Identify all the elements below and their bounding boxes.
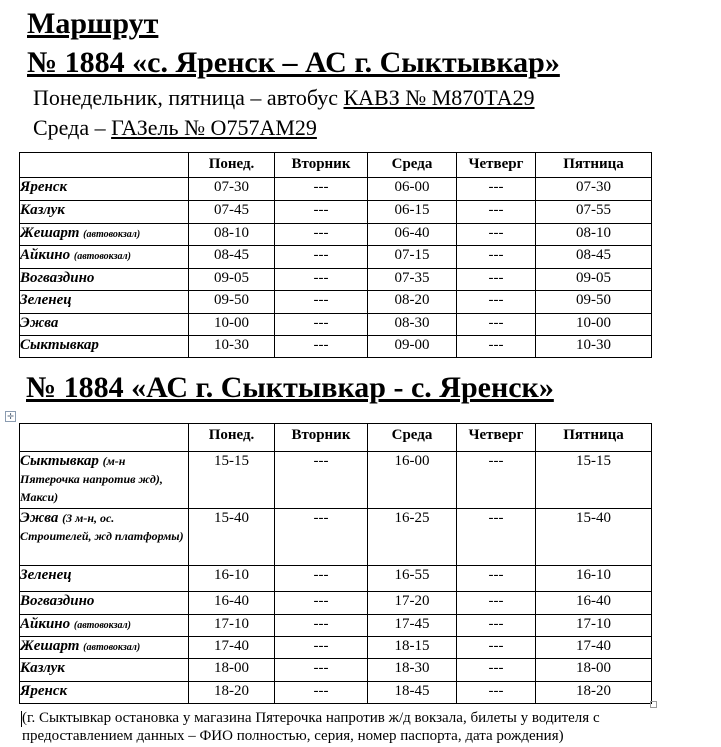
stop-name: Казлук: [20, 660, 65, 676]
stop-name: Вогваздино: [20, 593, 95, 609]
time-cell: ---: [275, 336, 368, 358]
time-cell: ---: [457, 201, 536, 224]
time-cell: 16-10: [189, 566, 275, 592]
stop-name-cell: [20, 566, 189, 592]
time-cell: 17-10: [189, 615, 275, 637]
time-cell: 09-50: [189, 291, 275, 314]
time-cell: 07-30: [189, 178, 275, 201]
stop-name: Жешарт: [20, 225, 80, 241]
table-row: [20, 659, 652, 682]
table-header-row: [20, 153, 652, 178]
table-row: [20, 291, 652, 314]
time-cell: 18-20: [189, 682, 275, 704]
header-stop-cell: [20, 153, 189, 178]
stop-name-cell: [20, 336, 189, 358]
time-cell: ---: [275, 269, 368, 291]
time-cell: 15-15: [189, 452, 275, 509]
time-cell: 15-40: [536, 509, 652, 566]
time-cell: 09-50: [536, 291, 652, 314]
time-cell: 08-10: [536, 224, 652, 246]
vehicle-line-mon-fri: [33, 85, 535, 111]
time-cell: ---: [457, 637, 536, 659]
vehicle-days: Понедельник, пятница – автобус: [33, 85, 344, 110]
time-cell: 06-15: [368, 201, 457, 224]
time-cell: 18-00: [536, 659, 652, 682]
footer-note: (г. Сыктывкар остановка у магазина Пятерочка напротив ж/д вокзала, билеты у водителя с предоставлением данных – ФИО полностью, серия, номер паспорта, дата рождения): [22, 710, 600, 744]
stop-note: (автовокзал): [73, 620, 131, 631]
stop-name-cell: [20, 615, 189, 637]
time-cell: ---: [457, 659, 536, 682]
stop-name-cell: [20, 592, 189, 615]
time-cell: ---: [457, 452, 536, 509]
schedule-table-forward: [19, 152, 652, 358]
time-cell: 16-10: [536, 566, 652, 592]
vehicle-name: КАВЗ № М870ТА29: [343, 85, 535, 110]
vehicle-line-wed: [33, 115, 317, 141]
table-row: [20, 178, 652, 201]
time-cell: 09-05: [189, 269, 275, 291]
time-cell: ---: [457, 615, 536, 637]
time-cell: 18-00: [189, 659, 275, 682]
header-day-cell: Четверг: [457, 424, 536, 452]
stop-name-cell: [20, 452, 189, 509]
route-heading-forward: № 1884 «с. Яренск – АС г. Сыктывкар»: [27, 46, 560, 79]
time-cell: ---: [275, 659, 368, 682]
stop-name: Зеленец: [20, 292, 72, 308]
header-day-cell: Пятница: [536, 424, 652, 452]
stop-name-cell: [20, 659, 189, 682]
time-cell: 18-20: [536, 682, 652, 704]
time-cell: ---: [275, 615, 368, 637]
time-cell: 15-40: [189, 509, 275, 566]
stop-name: Эжва: [20, 315, 59, 331]
time-cell: ---: [457, 336, 536, 358]
table-row: [20, 615, 652, 637]
stop-name: Сыктывкар: [20, 337, 99, 353]
table-row: [20, 682, 652, 704]
time-cell: ---: [275, 291, 368, 314]
time-cell: 08-30: [368, 314, 457, 336]
table-row: [20, 452, 652, 509]
time-cell: 16-00: [368, 452, 457, 509]
header-day-cell: Вторник: [275, 153, 368, 178]
table-resize-handle[interactable]: [650, 701, 657, 708]
table-row: [20, 509, 652, 566]
time-cell: 09-00: [368, 336, 457, 358]
time-cell: 16-25: [368, 509, 457, 566]
time-cell: 16-55: [368, 566, 457, 592]
stop-name-cell: [20, 246, 189, 269]
time-cell: ---: [275, 224, 368, 246]
stop-name: Айкино: [20, 247, 71, 263]
time-cell: 18-45: [368, 682, 457, 704]
time-cell: ---: [457, 224, 536, 246]
stop-name-cell: [20, 314, 189, 336]
stop-name: Зеленец: [20, 567, 72, 583]
time-cell: ---: [457, 509, 536, 566]
time-cell: ---: [275, 566, 368, 592]
stop-name-cell: [20, 201, 189, 224]
time-cell: 06-00: [368, 178, 457, 201]
table-row: [20, 269, 652, 291]
time-cell: 10-00: [189, 314, 275, 336]
time-cell: ---: [275, 509, 368, 566]
stop-note: (автовокзал): [83, 642, 141, 653]
time-cell: 16-40: [189, 592, 275, 615]
time-cell: 08-20: [368, 291, 457, 314]
time-cell: ---: [275, 201, 368, 224]
time-cell: 08-10: [189, 224, 275, 246]
time-cell: 09-05: [536, 269, 652, 291]
time-cell: 17-40: [189, 637, 275, 659]
stop-name: Эжва: [20, 510, 59, 526]
time-cell: ---: [275, 314, 368, 336]
table-row: [20, 336, 652, 358]
time-cell: 08-45: [536, 246, 652, 269]
table-row: [20, 201, 652, 224]
stop-name-cell: [20, 291, 189, 314]
stop-name-cell: [20, 637, 189, 659]
time-cell: ---: [457, 682, 536, 704]
time-cell: 10-30: [536, 336, 652, 358]
time-cell: ---: [275, 178, 368, 201]
time-cell: ---: [457, 592, 536, 615]
time-cell: 15-15: [536, 452, 652, 509]
table-row: [20, 246, 652, 269]
vehicle-days: Среда –: [33, 115, 112, 140]
stop-name-cell: [20, 682, 189, 704]
time-cell: 16-40: [536, 592, 652, 615]
time-cell: ---: [275, 592, 368, 615]
table-row: [20, 566, 652, 592]
time-cell: 10-30: [189, 336, 275, 358]
time-cell: 07-30: [536, 178, 652, 201]
time-cell: ---: [275, 682, 368, 704]
time-cell: ---: [457, 314, 536, 336]
time-cell: 10-00: [536, 314, 652, 336]
stop-name: Казлук: [20, 202, 65, 218]
time-cell: ---: [457, 269, 536, 291]
time-cell: 07-55: [536, 201, 652, 224]
header-day-cell: Среда: [368, 424, 457, 452]
stop-note: (автовокзал): [73, 251, 131, 262]
time-cell: 18-30: [368, 659, 457, 682]
stop-note: (автовокзал): [83, 229, 141, 240]
header-day-cell: Среда: [368, 153, 457, 178]
stop-name: Айкино: [20, 616, 71, 632]
schedule-table-return: [19, 423, 652, 704]
stop-name: Яренск: [20, 683, 68, 699]
time-cell: ---: [275, 637, 368, 659]
time-cell: ---: [275, 452, 368, 509]
time-cell: 17-10: [536, 615, 652, 637]
time-cell: ---: [457, 178, 536, 201]
stop-name: Вогваздино: [20, 270, 95, 286]
header-day-cell: Вторник: [275, 424, 368, 452]
table-move-handle-icon[interactable]: ✛: [5, 411, 16, 422]
header-day-cell: Пятница: [536, 153, 652, 178]
stop-note: (м-н Пятерочка напротив жд), Макси): [20, 454, 163, 504]
time-cell: 06-40: [368, 224, 457, 246]
table-row: [20, 592, 652, 615]
table-row: [20, 224, 652, 246]
time-cell: ---: [457, 291, 536, 314]
header-stop-cell: [20, 424, 189, 452]
time-cell: 07-35: [368, 269, 457, 291]
stop-name: Жешарт: [20, 638, 80, 654]
stop-name-cell: [20, 178, 189, 201]
time-cell: ---: [275, 246, 368, 269]
time-cell: 17-40: [536, 637, 652, 659]
stop-name: Сыктывкар: [20, 453, 99, 469]
route-heading-return: № 1884 «АС г. Сыктывкар - с. Яренск»: [26, 371, 554, 404]
header-day-cell: Четверг: [457, 153, 536, 178]
time-cell: 17-45: [368, 615, 457, 637]
route-title: Маршрут: [27, 7, 159, 40]
time-cell: 08-45: [189, 246, 275, 269]
vehicle-name: ГАЗель № О757АМ29: [111, 115, 317, 140]
table-row: [20, 637, 652, 659]
stop-name-cell: [20, 224, 189, 246]
header-day-cell: Понед.: [189, 424, 275, 452]
stop-name-cell: [20, 509, 189, 566]
table-header-row: [20, 424, 652, 452]
time-cell: 07-15: [368, 246, 457, 269]
stop-note: (3 м-н, ос. Строителей, жд платформы): [20, 511, 184, 543]
time-cell: 17-20: [368, 592, 457, 615]
time-cell: 07-45: [189, 201, 275, 224]
stop-name: Яренск: [20, 179, 68, 195]
time-cell: ---: [457, 566, 536, 592]
time-cell: 18-15: [368, 637, 457, 659]
stop-name-cell: [20, 269, 189, 291]
table-row: [20, 314, 652, 336]
header-day-cell: Понед.: [189, 153, 275, 178]
time-cell: ---: [457, 246, 536, 269]
